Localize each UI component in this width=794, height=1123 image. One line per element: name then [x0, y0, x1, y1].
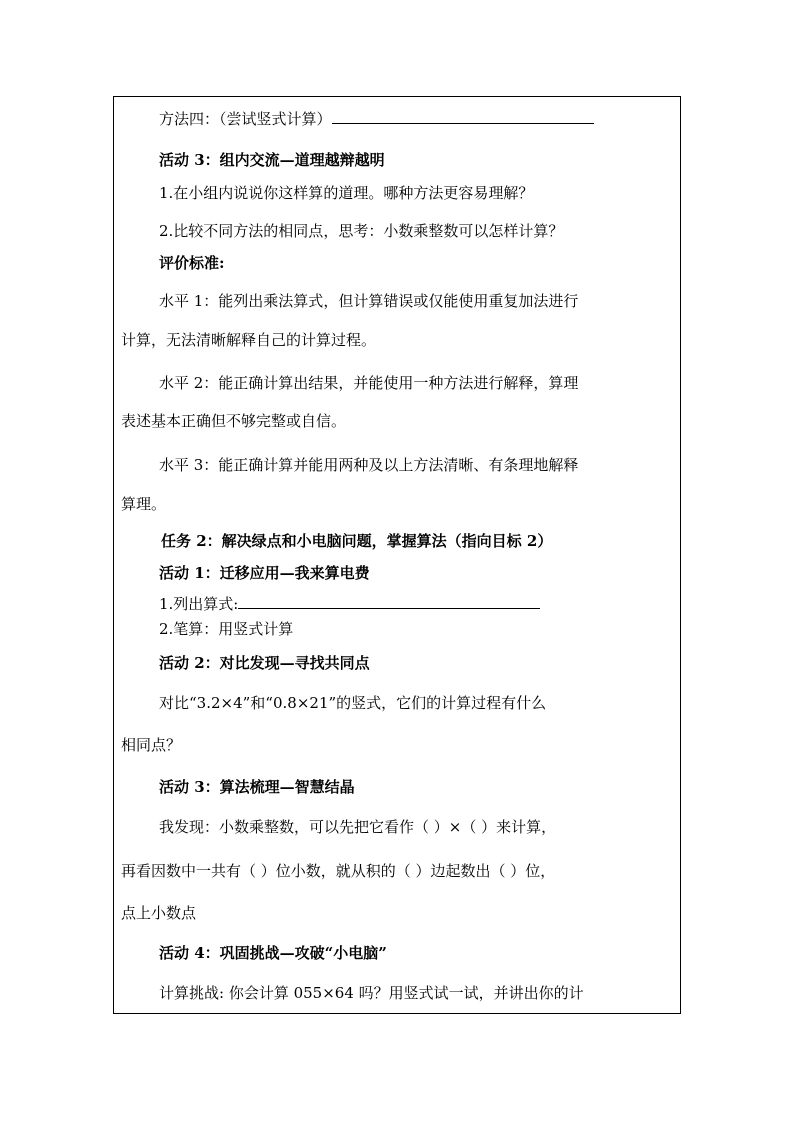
activity-3-heading: 活动 3：组内交流—道理越辩越明 [159, 151, 385, 169]
compare-line-b: 相同点？ [121, 736, 182, 754]
write-expression-text: 1.列出算式: [159, 595, 239, 613]
content-frame [113, 96, 681, 1014]
level-3-line-a: 水平 3：能正确计算并能用两种及以上方法清晰、有条理地解释 [159, 456, 579, 474]
task2-activity-3-heading: 活动 3：算法梳理—智慧结晶 [159, 778, 355, 796]
compare-line-a: 对比“3.2×4”和“0.8×21”的竖式，它们的计算过程有什么 [159, 694, 547, 712]
method-four-text: 方法四：（尝试竖式计算） [159, 110, 332, 128]
discovery-line-b: 再看因数中一共有（ ）位小数，就从积的（ ）边起数出（ ）位， [121, 862, 556, 880]
level-2-line-a: 水平 2：能正确计算出结果，并能使用一种方法进行解释，算理 [159, 374, 579, 392]
evaluation-heading: 评价标准: [159, 254, 225, 272]
task2-activity-2-heading: 活动 2：对比发现—寻找共同点 [159, 654, 370, 672]
method-four-line [159, 109, 594, 129]
task2-activity-4-heading: 活动 4：巩固挑战—攻破“小电脑” [159, 944, 387, 962]
discovery-line-c: 点上小数点 [121, 904, 197, 922]
column-calc-line: 2.笔算：用竖式计算 [159, 620, 294, 638]
level-2-line-b: 表述基本正确但不够完整或自信。 [121, 412, 347, 430]
task-2-heading: 任务 2：解决绿点和小电脑问题，掌握算法（指向目标 2） [161, 532, 553, 550]
level-1-line-a: 水平 1：能列出乘法算式，但计算错误或仅能使用重复加法进行 [159, 292, 579, 310]
task2-activity-1-heading: 活动 1：迁移应用—我来算电费 [159, 564, 370, 582]
discovery-line-a: 我发现：小数乘整数，可以先把它看作（ ）×（ ）来计算， [159, 818, 557, 836]
write-expression-line [159, 594, 540, 614]
answer-blank[interactable] [332, 109, 594, 124]
question-2: 2.比较不同方法的相同点，思考：小数乘整数可以怎样计算？ [159, 222, 564, 240]
question-1: 1.在小组内说说你这样算的道理。哪种方法更容易理解？ [159, 184, 534, 202]
expression-blank[interactable] [238, 594, 540, 609]
level-1-line-b: 计算，无法清晰解释自己的计算过程。 [121, 331, 377, 349]
challenge-line: 计算挑战: 你会计算 055×64 吗？用竖式试一试，并讲出你的计 [159, 984, 584, 1002]
level-3-line-b: 算理。 [121, 495, 167, 513]
